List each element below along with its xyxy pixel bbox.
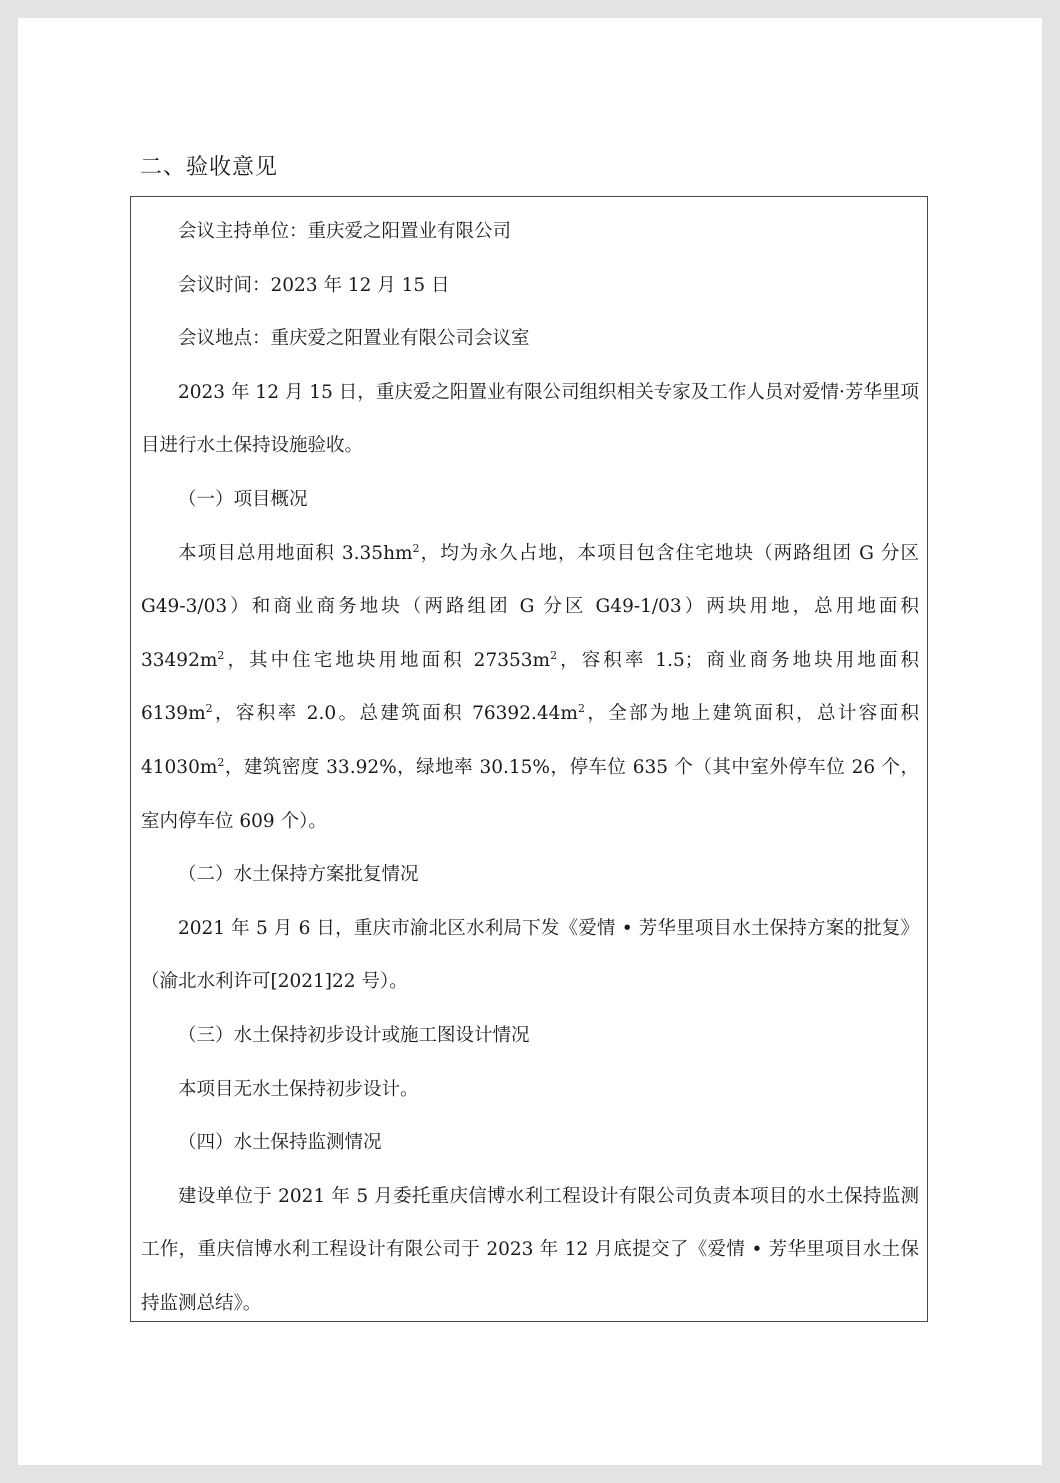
superscript: 2 — [577, 702, 585, 716]
monitoring-paragraph: 建设单位于 2021 年 5 月委托重庆信博水利工程设计有限公司负责本项目的水土保持监测工作，重庆信博水利工程设计有限公司于 2023 年 12 月底提交了《爱情 • 芳华里项目水土保持监测总结》。 — [141, 1185, 919, 1314]
acceptance-opinion-box — [130, 196, 928, 1322]
superscript: 2 — [217, 755, 225, 769]
monitoring-heading: （四）水土保持监测情况 — [178, 1132, 382, 1154]
section-title: 二、验收意见 — [140, 155, 279, 180]
design-paragraph: 本项目无水土保持初步设计。 — [178, 1078, 419, 1100]
meeting-place: 会议地点：重庆爱之阳置业有限公司会议室 — [178, 328, 530, 350]
overview-paragraph: 本项目总用地面积 $3.35hm^2$，均为永久占地，本项目包含住宅地块（两路组团 G 分区 G49-3/03）和商业商务地块（两路组团 G 分区 G49-1/03）两块用地，总用地面积 $33492m^2$，其中住宅地块用地面积 $27353m^2$，容积率 1.5；商业商务地块用地面积 $6139m^2$，容积率 2.0。总建筑面积 $76392.44m^2$，全部为地上建筑面积，总计容面积 $41030m^2$，建筑密度 33.92%，绿地率 30.15%，停车位 635 个（其中室外停车位 26 个，室内停车位 609 个）。 — [141, 541, 920, 832]
approval-paragraph: 2021 年 5 月 6 日，重庆市渝北区水利局下发《爱情 • 芳华里项目水土保持方案的批复》（渝北水利许可[2021]22 号）。 — [141, 917, 919, 993]
meeting-time: 会议时间：2023 年 12 月 15 日 — [178, 274, 450, 296]
document-page — [18, 18, 1042, 1465]
approval-heading: （二）水土保持方案批复情况 — [178, 864, 419, 886]
superscript: 2 — [217, 648, 225, 662]
design-heading: （三）水土保持初步设计或施工图设计情况 — [178, 1024, 530, 1046]
superscript: 2 — [205, 702, 213, 716]
meeting-host: 会议主持单位：重庆爱之阳置业有限公司 — [178, 221, 512, 242]
overview-heading: （一）项目概况 — [178, 488, 308, 510]
intro-paragraph: 2023 年 12 月 15 日，重庆爱之阳置业有限公司组织相关专家及工作人员对爱情·芳华里项目进行水土保持设施验收。 — [141, 381, 919, 457]
opinion-content — [141, 205, 919, 1330]
superscript: 2 — [412, 541, 420, 555]
superscript: 2 — [550, 648, 558, 662]
